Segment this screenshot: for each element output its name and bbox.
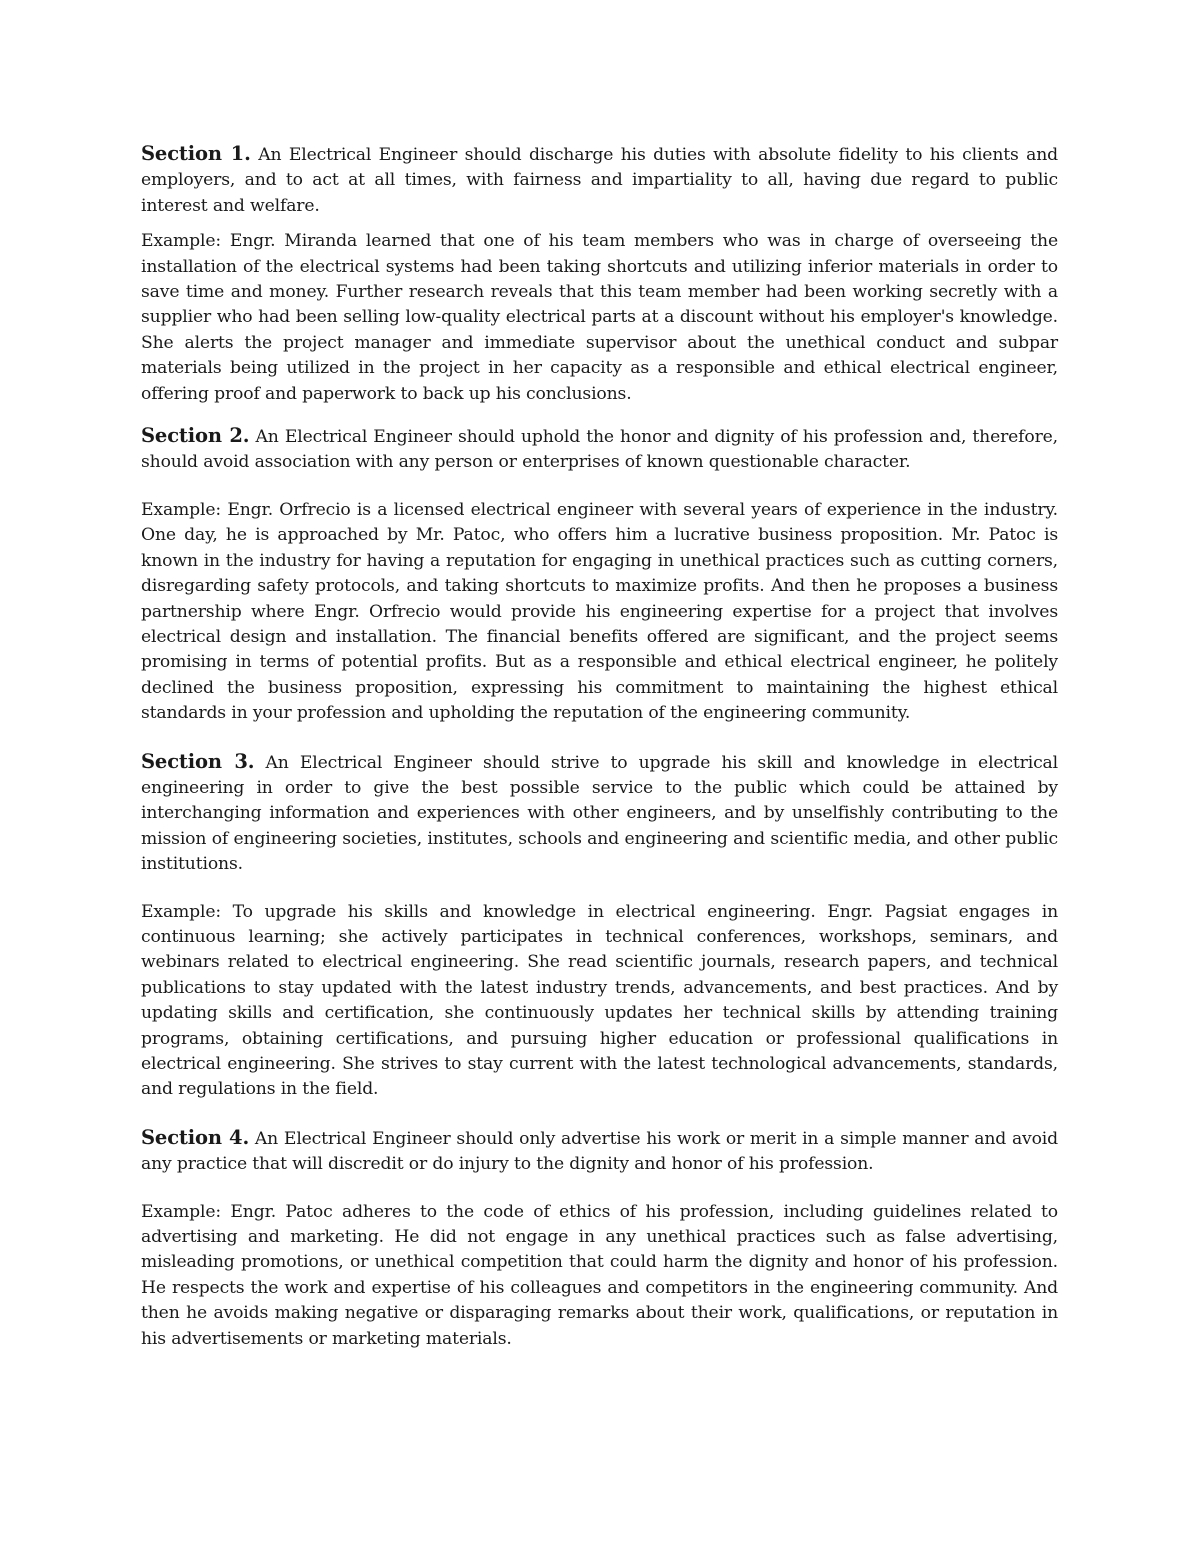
section-2-example: Example: Engr. Orfrecio is a licensed electrical engineer with several years of experience in the industry. One day, he is approached by Mr. Patoc, who offers him a lucrative business proposition. Mr. Patoc is known in the industry for having a reputation for engaging in unethical practices such as cutting corners, disregarding safety protocols, and taking shortcuts to maximize profits. And then he proposes a business partnership where Engr. Orfrecio would provide his engineering expertise for a project that involves electrical design and installation. The financial benefits offered are significant, and the project seems promising in terms of potential profits. But as a responsible and ethical electrical engineer, he politely declined the business proposition, expressing his commitment to maintaining the highest ethical standards in your profession and upholding the reputation of the engineering community. [141, 499, 1058, 724]
section-1-text: An Electrical Engineer should discharge his duties with absolute fidelity to his clients and employers, and to act at all times, with fairness and impartiality to all, having due regard to public interest and welfare. [141, 145, 1058, 216]
section-1-label: Section 1. [141, 142, 251, 165]
section-4-label: Section 4. [141, 1125, 250, 1149]
section-3-text: An Electrical Engineer should strive to upgrade his skill and knowledge in electrical engineering in order to give the best possible service to the public which could be attained by interchanging information and experiences with other engineers, and by unselfishly contributing to the mission of engineering societies, institutes, schools and engineering and scientific media, and other public institutions. [141, 752, 1059, 875]
section-1-rule [141, 141, 1058, 219]
document-page [141, 141, 1058, 1352]
section-3-rule [141, 749, 1058, 878]
section-2-text: An Electrical Engineer should uphold the honor and dignity of his profession and, therefore, should avoid association with any person or enterprises of known questionable character. [141, 427, 1058, 473]
section-4-text: An Electrical Engineer should only advertise his work or merit in a simple manner and avoid any practice that will discredit or do injury to the dignity and honor of his profession. [141, 1128, 1058, 1175]
section-4-example: Example: Engr. Patoc adheres to the code of ethics of his profession, including guidelines related to advertising and marketing. He did not engage in any unethical practices such as false advertising, misleading promotions, or unethical competition that could harm the dignity and honor of his profession. He respects the work and expertise of his colleagues and competitors in the engineering community. And then he avoids making negative or disparaging remarks about their work, qualifications, or reputation in his advertisements or marketing materials. [141, 1201, 1058, 1349]
section-2-label: Section 2. [141, 424, 250, 448]
section-1-example: Example: Engr. Miranda learned that one of his team members who was in charge of overseeing the installation of the electrical systems had been taking shortcuts and utilizing inferior materials in order to save time and money. Further research reveals that this team member had been working secretly with a supplier who had been selling low-quality electrical parts at a discount without his employer's knowledge. She alerts the project manager and immediate supervisor about the unethical conduct and subpar materials being utilized in the project in her capacity as a responsible and ethical electrical engineer, offering proof and paperwork to back up his conclusions. [141, 231, 1058, 404]
section-3-label: Section 3. [141, 749, 255, 773]
section-2-rule [141, 423, 1058, 476]
section-4-rule [141, 1125, 1058, 1178]
section-3-example: Example: To upgrade his skills and knowledge in electrical engineering. Engr. Pagsiat engages in continuous learning; she actively participates in technical conferences, workshops, seminars, and webinars related to electrical engineering. She read scientific journals, research papers, and technical publications to stay updated with the latest industry trends, advancements, and best practices. And by updating skills and certification, she continuously updates her technical skills by attending training programs, obtaining certifications, and pursuing higher education or professional qualifications in electrical engineering. She strives to stay current with the latest technological advancements, standards, and regulations in the field. [141, 901, 1058, 1100]
